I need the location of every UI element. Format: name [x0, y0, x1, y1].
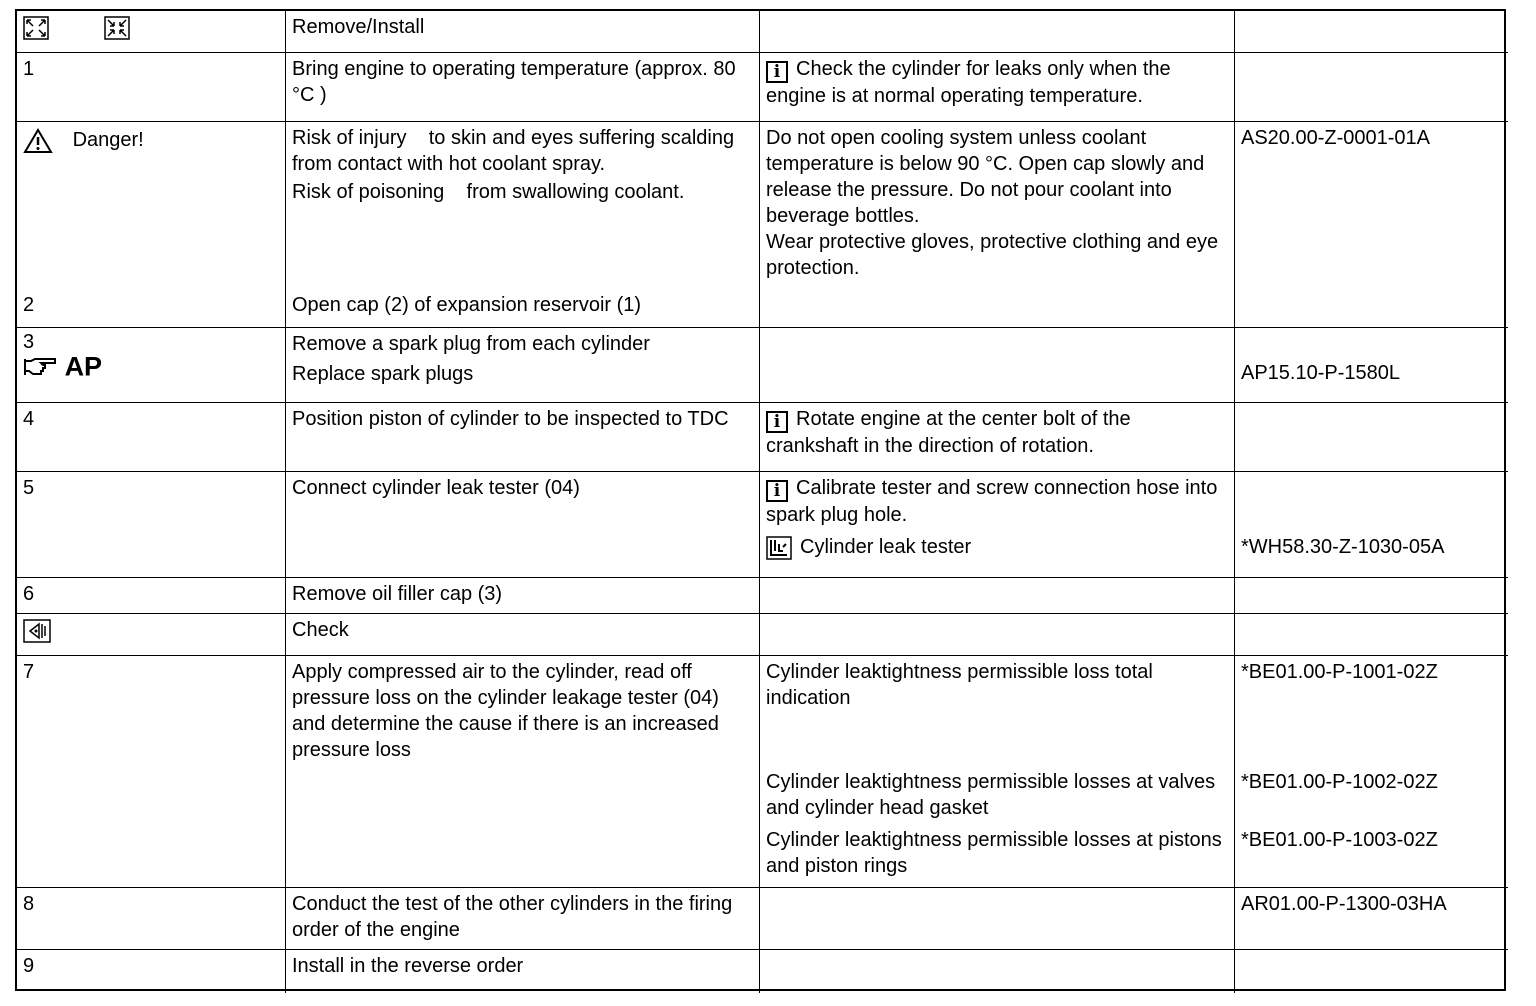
spec-3: Cylinder leaktightness permissible losses at pistons and piston rings: [766, 829, 1222, 877]
step-note: [760, 328, 1235, 403]
danger-note-2: Wear protective gloves, protective clothing and eye protection.: [766, 231, 1219, 279]
step-text: Conduct the test of the other cylinders in the firing order of the engine: [286, 888, 760, 950]
spec-1: Cylinder leaktightness permissible loss total indication: [766, 661, 1153, 709]
step-number: 6: [17, 578, 286, 614]
step-3-cell: [17, 328, 286, 403]
step-text: Open cap (2) of expansion reservoir (1): [292, 294, 642, 316]
step-text: Position piston of cylinder to be inspected to TDC: [286, 403, 760, 472]
remove-install-icons-cell: [17, 11, 286, 53]
spec-ref-1[interactable]: *BE01.00-P-1001-02Z: [1241, 661, 1438, 683]
check-label: Check: [286, 614, 760, 656]
danger-cell: [17, 122, 286, 328]
spec-2: Cylinder leaktightness permissible losses at valves and cylinder head gasket: [766, 771, 1216, 819]
step-ref: [1235, 950, 1508, 993]
risk-injury-text: to skin and eyes suffering scalding from contact with hot coolant spray.: [292, 127, 735, 175]
step-ref: [1235, 578, 1508, 614]
step-ref[interactable]: *WH58.30-Z-1030-05A: [1241, 536, 1445, 558]
spec-ref-3[interactable]: *BE01.00-P-1003-02Z: [1241, 829, 1438, 851]
step-number: 3: [23, 331, 35, 353]
step-text: Bring engine to operating temperature (approx. 80 °C ): [286, 53, 760, 122]
step-number: 2: [23, 294, 35, 316]
ap-label: AP: [64, 351, 103, 382]
step-text: Install in the reverse order: [286, 950, 760, 993]
step-note: [760, 578, 1235, 614]
step-7-refs-cell: [1235, 656, 1508, 888]
danger-label: Danger!: [72, 129, 144, 151]
step-text: Remove oil filler cap (3): [286, 578, 760, 614]
risk-injury-title: Risk of injury: [292, 127, 407, 149]
check-note: [760, 614, 1235, 656]
step-ref: [1235, 403, 1508, 472]
step-text: Remove a spark plug from each cylinder: [292, 333, 650, 355]
step-text: Connect cylinder leak tester (04): [286, 472, 760, 578]
step-number: 9: [17, 950, 286, 993]
spec-ref-2[interactable]: *BE01.00-P-1002-02Z: [1241, 771, 1438, 793]
check-ref: [1235, 614, 1508, 656]
header-ref-cell: [1235, 11, 1508, 53]
step-note: i Rotate engine at the center bolt of the crankshaft in the direction of rotation.: [760, 403, 1235, 472]
warning-triangle-icon: [23, 128, 53, 154]
step-note: [760, 888, 1235, 950]
step-number: 5: [17, 472, 286, 578]
info-icon: i: [766, 61, 788, 83]
step-7-specs-cell: [760, 656, 1235, 888]
procedure-table: [15, 9, 1506, 991]
header-note-cell: [760, 11, 1235, 53]
install-icon: [104, 16, 130, 40]
pointing-hand-icon: [23, 356, 59, 378]
step-number: 8: [17, 888, 286, 950]
step-number: 1: [17, 53, 286, 122]
step-note: [760, 950, 1235, 993]
header-title: Remove/Install: [286, 11, 760, 53]
step-ref[interactable]: AR01.00-P-1300-03HA: [1235, 888, 1508, 950]
step-ref[interactable]: AP15.10-P-1580L: [1241, 362, 1401, 384]
step-3-text-cell: [286, 328, 760, 403]
remove-icon: [23, 16, 49, 40]
step-text: Apply compressed air to the cylinder, read off pressure loss on the cylinder leakage tester (04) and determine the cause if there is an increased pressure loss: [286, 656, 760, 888]
check-icon-cell: [17, 614, 286, 656]
step-text: Replace spark plugs: [292, 363, 474, 385]
step-number: 7: [17, 656, 286, 888]
step-ref: [1235, 53, 1508, 122]
danger-text-cell: [286, 122, 760, 328]
check-icon: [23, 619, 51, 643]
risk-poisoning-title: Risk of poisoning: [292, 181, 445, 203]
danger-note-1: Do not open cooling system unless coolant temperature is below 90 °C. Open cap slowly and release the pressure. Do not pour coolant into beverage bottles.: [766, 127, 1205, 227]
step-number: 4: [17, 403, 286, 472]
danger-note-cell: [760, 122, 1235, 328]
special-tool-icon: [766, 536, 792, 560]
step-3-ref-cell: [1235, 328, 1508, 403]
step-5-ref-cell: [1235, 472, 1508, 578]
risk-poisoning-text: from swallowing coolant.: [466, 181, 685, 203]
info-icon: i: [766, 411, 788, 433]
info-icon: i: [766, 480, 788, 502]
danger-ref[interactable]: AS20.00-Z-0001-01A: [1235, 122, 1508, 328]
step-note: i Check the cylinder for leaks only when the engine is at normal operating temperature.: [760, 53, 1235, 122]
step-note: i Calibrate tester and screw connection hose into spark plug hole. Cylinder leak tester: [760, 472, 1235, 578]
tool-label: Cylinder leak tester: [800, 536, 972, 558]
